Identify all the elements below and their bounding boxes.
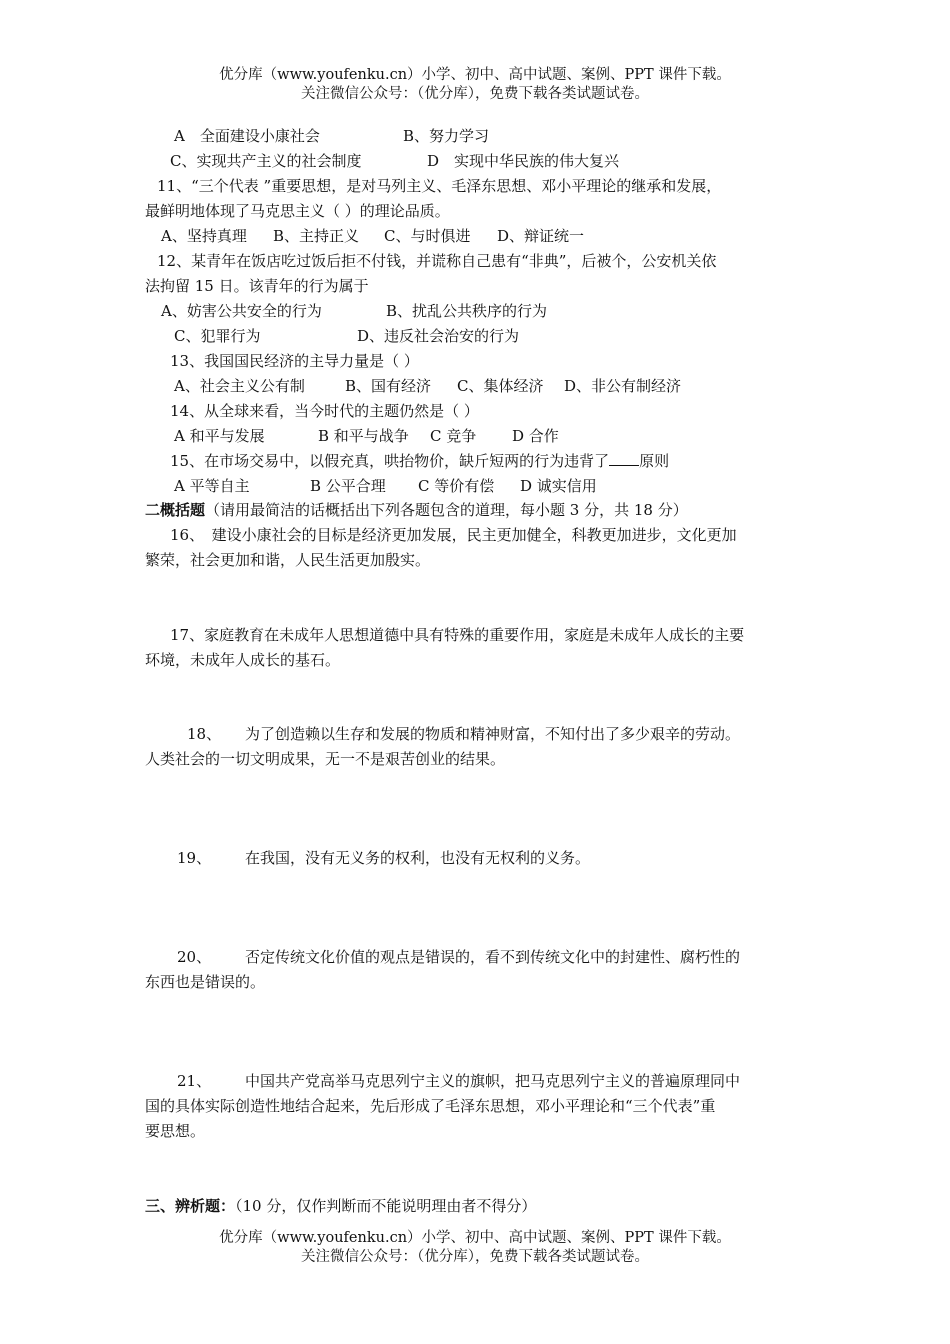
- q14-option-c: C 竞争: [430, 427, 477, 445]
- q10-option-a: A 全面建设小康社会: [174, 127, 320, 145]
- q17-line2: 环境，未成年人成长的基石。: [145, 651, 341, 669]
- section2-title: 二概括题: [145, 501, 206, 519]
- q14-stem: 14、从全球来看，当今时代的主题仍然是（ ）: [170, 402, 479, 420]
- q13-stem: 13、我国国民经济的主导力量是（ ）: [170, 352, 419, 370]
- q11-option-c: C、与时俱进: [384, 227, 471, 245]
- q21-line2: 国的具体实际创造性地结合起来，先后形成了毛泽东思想，邓小平理论和“三个代表”重: [145, 1097, 716, 1115]
- q16-line1: 16、 建设小康社会的目标是经济更加发展，民主更加健全，科教更加进步，文化更加: [170, 526, 737, 544]
- page-header-line1: 优分库（www.youfenku.cn）小学、初中、高中试题、案例、PPT 课件下载。: [219, 67, 731, 83]
- q19-line1: 在我国，没有无义务的权利，也没有无权利的义务。: [245, 849, 591, 867]
- page-footer-line2: 关注微信公众号：（优分库），免费下载各类试题试卷。: [301, 1249, 649, 1265]
- q21-line1: 中国共产党高举马克思列宁主义的旗帜，把马克思列宁主义的普遍原理同中: [245, 1072, 741, 1090]
- q12-option-b: B、扰乱公共秩序的行为: [386, 302, 548, 320]
- q10-option-b: B、努力学习: [403, 127, 490, 145]
- q13-option-d: D、非公有制经济: [564, 377, 682, 395]
- q15-option-a: A 平等自主: [174, 477, 250, 495]
- q13-option-b: B、国有经济: [345, 377, 432, 395]
- q11-stem-line2: 最鲜明地体现了马克思主义（ ）的理论品质。: [145, 202, 450, 220]
- q15-option-d: D 诚实信用: [520, 477, 597, 495]
- q15-option-b: B 公平合理: [310, 477, 386, 495]
- q14-option-a: A 和平与发展: [174, 427, 265, 445]
- answer-blank: [609, 450, 639, 466]
- q12-option-a: A、妨害公共安全的行为: [161, 302, 322, 320]
- section2-note: （请用最简洁的话概括出下列各题包含的道理，每小题 3 分，共 18 分）: [205, 501, 688, 519]
- q11-stem-line1: 11、“三个代表 ”重要思想，是对马列主义、毛泽东思想、邓小平理论的继承和发展，: [157, 177, 722, 195]
- q13-option-c: C、集体经济: [457, 377, 544, 395]
- q18-line2: 人类社会的一切文明成果，无一不是艰苦创业的结果。: [145, 750, 506, 768]
- section2-heading: [145, 499, 688, 521]
- q15-stem-text: 15、在市场交易中，以假充真，哄抬物价，缺斤短两的行为违背了: [170, 452, 610, 470]
- q10-option-c: C、实现共产主义的社会制度: [170, 152, 362, 170]
- q12-stem-line2: 法拘留 15 日。该青年的行为属于: [145, 277, 369, 295]
- q18-line1: 为了创造赖以生存和发展的物质和精神财富，不知付出了多少艰辛的劳动。: [245, 725, 741, 743]
- q14-option-d: D 合作: [512, 427, 559, 445]
- q20-line1: 否定传统文化价值的观点是错误的，看不到传统文化中的封建性、腐朽性的: [245, 948, 741, 966]
- q21-number: 21、: [177, 1072, 212, 1090]
- q12-stem-line1: 12、某青年在饭店吃过饭后拒不付钱，并谎称自己患有“非典”，后被个，公安机关依: [157, 252, 717, 270]
- q11-option-a: A、坚持真理: [161, 227, 247, 245]
- q12-option-d: D、违反社会治安的行为: [357, 327, 520, 345]
- q19-number: 19、: [177, 849, 212, 867]
- section3-heading: [145, 1195, 536, 1217]
- q11-option-d: D、辩证统一: [497, 227, 585, 245]
- q15-stem: [170, 450, 669, 472]
- q12-option-c: C、犯罪行为: [174, 327, 261, 345]
- q18-number: 18、: [187, 725, 222, 743]
- page-footer-line1: 优分库（www.youfenku.cn）小学、初中、高中试题、案例、PPT 课件下载。: [219, 1230, 731, 1246]
- q15-stem-suffix: 原则: [639, 452, 670, 470]
- q11-option-b: B、主持正义: [273, 227, 360, 245]
- q20-number: 20、: [177, 948, 212, 966]
- q16-line2: 繁荣，社会更加和谐，人民生活更加殷实。: [145, 551, 431, 569]
- q17-line1: 17、家庭教育在未成年人思想道德中具有特殊的重要作用，家庭是未成年人成长的主要: [170, 626, 745, 644]
- q10-option-d: D 实现中华民族的伟大复兴: [427, 152, 620, 170]
- section3-title: 三、辨析题：: [145, 1197, 236, 1215]
- page-header-line2: 关注微信公众号：（优分库），免费下载各类试题试卷。: [301, 86, 649, 102]
- q20-line2: 东西也是错误的。: [145, 973, 266, 991]
- q13-option-a: A、社会主义公有制: [174, 377, 305, 395]
- q21-line3: 要思想。: [145, 1122, 206, 1140]
- q14-option-b: B 和平与战争: [318, 427, 409, 445]
- q15-option-c: C 等价有偿: [418, 477, 495, 495]
- section3-note: （10 分，仅作判断而不能说明理由者不得分）: [235, 1197, 537, 1215]
